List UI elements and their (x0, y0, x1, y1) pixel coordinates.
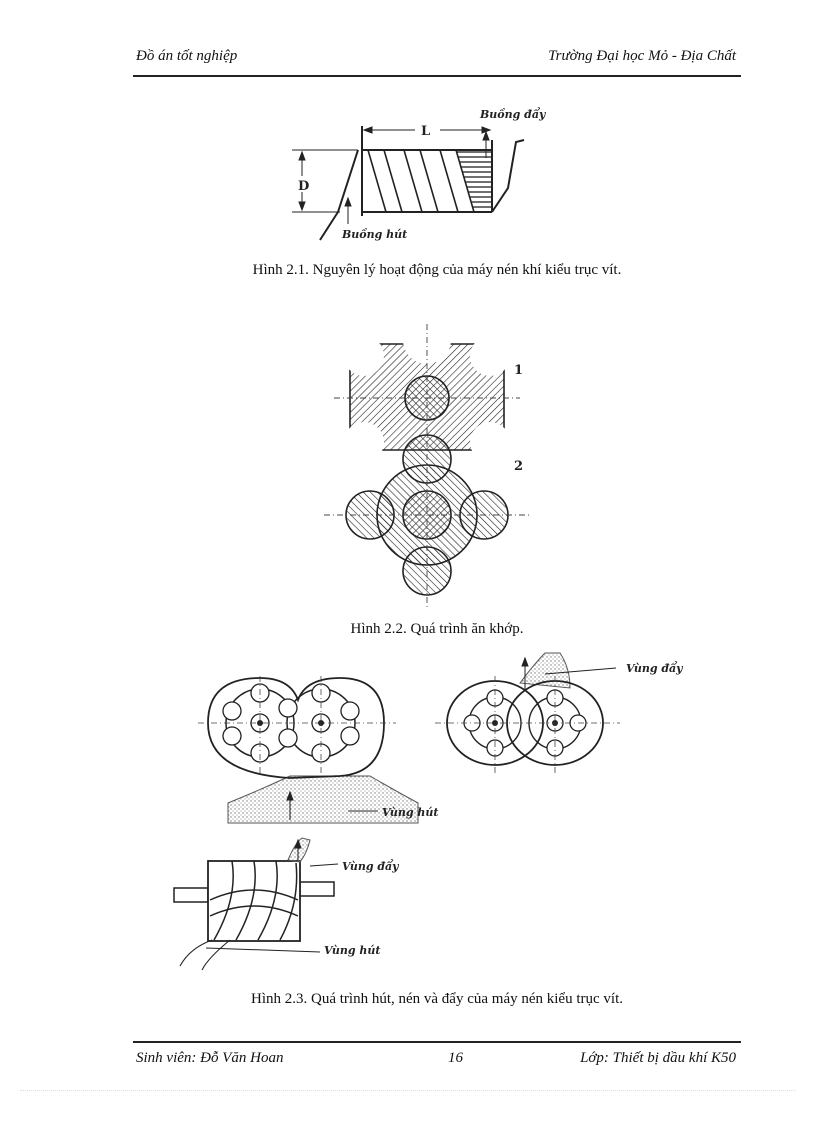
footer-rule (133, 1041, 741, 1043)
footer-student: Sinh viên: Đỗ Văn Hoan (136, 1050, 284, 1066)
page-number: 16 (448, 1050, 463, 1066)
diameter-label: D (298, 179, 310, 194)
figure-2-1-caption: Hình 2.1. Nguyên lý hoạt động của máy nén khí kiểu trục vít. (252, 262, 622, 278)
rotor-1-label: 1 (514, 363, 524, 378)
rotor-2-label: 2 (514, 459, 524, 474)
suction-zone-label-2: Vùng hút (324, 944, 381, 957)
screw-housing (320, 126, 524, 240)
twin-rotor-discharge-view (435, 653, 620, 776)
twin-rotor-suction-view (198, 676, 418, 823)
page-edge-dots (20, 1090, 796, 1091)
header-university: Trường Đại học Mỏ - Địa Chất (548, 48, 736, 64)
figure-2-2-diagram (320, 322, 540, 612)
figure-2-2-caption: Hình 2.2. Quá trình ăn khớp. (350, 621, 524, 637)
discharge-zone-label: Vùng đẩy (626, 662, 683, 675)
length-label: L (421, 124, 431, 139)
footer-class: Lớp: Thiết bị dầu khí K50 (580, 1050, 736, 1066)
discharge-zone-label-2: Vùng đẩy (342, 860, 399, 873)
discharge-chamber-label: Buồng đẩy (480, 108, 546, 121)
suction-chamber-label: Buồng hút (342, 228, 408, 241)
header-left-title: Đồ án tốt nghiệp (136, 48, 238, 64)
figure-2-3-diagram (150, 648, 710, 983)
helix-lines (368, 150, 492, 212)
screw-side-view (174, 838, 338, 970)
figure-2-3-caption: Hình 2.3. Quá trình hút, nén và đẩy của máy nén kiểu trục vít. (251, 991, 623, 1007)
header-rule (133, 75, 741, 77)
suction-zone-label: Vùng hút (382, 806, 439, 819)
figure-2-1-diagram (280, 100, 580, 245)
suction-arrow (345, 198, 351, 224)
